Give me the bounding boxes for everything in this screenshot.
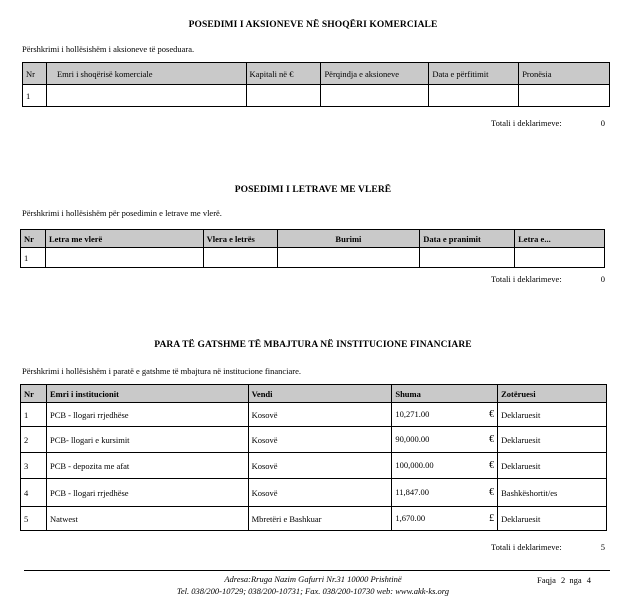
- cash-table-header: [21, 385, 607, 403]
- cell-company: [46, 85, 246, 107]
- cell-owner: Deklaruesit: [498, 507, 607, 531]
- cell-other: [515, 248, 605, 268]
- cell-amount: [392, 427, 498, 453]
- currency-symbol: £: [489, 513, 495, 524]
- cell-amount: [392, 453, 498, 479]
- page-number: [537, 575, 591, 585]
- cell-institution: PCB - depozita me afat: [46, 453, 248, 479]
- cell-source: [277, 248, 420, 268]
- shares-total: [491, 118, 605, 128]
- cell-country: Kosovë: [248, 403, 392, 427]
- table-row: [21, 403, 607, 427]
- cell-owner: Bashkëshortit/es: [498, 479, 607, 507]
- col-header: Kapitali në €: [246, 63, 321, 85]
- cell-institution: PCB - llogari rrjedhëse: [46, 403, 248, 427]
- cell-nr: 4: [21, 479, 47, 507]
- cell-amount: [392, 507, 498, 531]
- cash-total: [491, 542, 605, 552]
- securities-table: [20, 229, 605, 268]
- cell-institution: PCB - llogari rrjedhëse: [46, 479, 248, 507]
- col-header: Emri i institucionit: [46, 385, 248, 403]
- cell-capital: [246, 85, 321, 107]
- col-header: Pronësia: [519, 63, 610, 85]
- securities-total: [491, 274, 605, 284]
- col-header: Letra me vlerë: [45, 230, 203, 248]
- col-header: Shuma: [392, 385, 498, 403]
- cash-table: [20, 384, 607, 531]
- cell-country: Kosovë: [248, 479, 392, 507]
- currency-symbol: €: [489, 487, 495, 498]
- total-value: 0: [600, 118, 605, 128]
- securities-description: Përshkrimi i hollësishëm për posedimin e letrave me vlerë.: [22, 208, 222, 218]
- total-label: Totali i deklarimeve:: [491, 274, 562, 284]
- col-header: Vendi: [248, 385, 392, 403]
- table-row: [21, 248, 605, 268]
- cell-country: Kosovë: [248, 453, 392, 479]
- cell-amount: [392, 479, 498, 507]
- footer-contact: Tel. 038/200-10729; 038/200-10731; Fax. 038/200-10730 web: www.akk-ks.org: [176, 586, 450, 596]
- footer-address: Adresa:Rruga Nazim Gafurri Nr.31 10000 Prishtinë: [224, 574, 402, 584]
- cell-amount: [392, 403, 498, 427]
- cell-nr: 5: [21, 507, 47, 531]
- cell-institution: PCB- llogari e kursimit: [46, 427, 248, 453]
- page-label: Faqja: [537, 575, 556, 585]
- cell-owner: Deklaruesit: [498, 403, 607, 427]
- amount-value: 10,271.00: [395, 409, 430, 419]
- cell-owner: Deklaruesit: [498, 453, 607, 479]
- col-header: Emri i shoqërisë komerciale: [46, 63, 246, 85]
- table-row: [21, 453, 607, 479]
- table-row: [21, 507, 607, 531]
- table-row: [21, 479, 607, 507]
- cell-nr: 2: [21, 427, 47, 453]
- currency-symbol: €: [489, 434, 495, 445]
- col-header: Zotëruesi: [498, 385, 607, 403]
- securities-section-title: POSEDIMI I LETRAVE ME VLERË: [234, 185, 392, 195]
- cell-nr: 3: [21, 453, 47, 479]
- col-header: Nr: [23, 63, 47, 85]
- cell-nr: 1: [21, 248, 46, 268]
- total-value: 5: [600, 542, 605, 552]
- col-header: Nr: [21, 385, 47, 403]
- cash-section-title: PARA TË GATSHME TË MBAJTURA NË INSTITUCIONE FINANCIARE: [154, 340, 472, 350]
- amount-value: 1,670.00: [395, 513, 426, 523]
- cell-country: Mbretëri e Bashkuar: [248, 507, 392, 531]
- amount-value: 100,000.00: [395, 460, 434, 470]
- shares-table-header: [23, 63, 610, 85]
- cash-description: Përshkrimi i hollësishëm i paratë e gatshme të mbajtura në institucione financiare.: [22, 366, 301, 376]
- footer-divider: [24, 570, 610, 571]
- page-total: 4: [586, 575, 592, 585]
- table-row: [21, 427, 607, 453]
- page-current: 2: [561, 575, 566, 585]
- shares-table: [22, 62, 610, 107]
- cell-security: [45, 248, 203, 268]
- cell-owner: Deklaruesit: [498, 427, 607, 453]
- amount-value: 90,000.00: [395, 434, 430, 444]
- total-label: Totali i deklarimeve:: [491, 118, 562, 128]
- page-of: nga: [569, 575, 582, 585]
- currency-symbol: €: [489, 409, 495, 420]
- cell-institution: Natwest: [46, 507, 248, 531]
- shares-section-title: POSEDIMI I AKSIONEVE NË SHOQËRI KOMERCIALE: [188, 20, 438, 30]
- cell-percentage: [321, 85, 429, 107]
- cell-value: [203, 248, 277, 268]
- currency-symbol: €: [489, 460, 495, 471]
- col-header: Vlera e letrës: [203, 230, 277, 248]
- total-value: 0: [600, 274, 605, 284]
- cell-date: [420, 248, 515, 268]
- col-header: Data e pranimit: [420, 230, 515, 248]
- cell-nr: 1: [23, 85, 47, 107]
- securities-table-header: [21, 230, 605, 248]
- shares-description: Përshkrimi i hollësishëm i aksioneve të poseduara.: [22, 44, 195, 54]
- col-header: Burimi: [277, 230, 420, 248]
- cell-country: Kosovë: [248, 427, 392, 453]
- col-header: Letra e...: [515, 230, 605, 248]
- table-row: [23, 85, 610, 107]
- col-header: Nr: [21, 230, 46, 248]
- amount-value: 11,847.00: [395, 487, 430, 497]
- cell-nr: 1: [21, 403, 47, 427]
- col-header: Data e përfitimit: [429, 63, 519, 85]
- cell-date: [429, 85, 519, 107]
- col-header: Përqindja e aksioneve: [321, 63, 429, 85]
- cell-ownership: [519, 85, 610, 107]
- total-label: Totali i deklarimeve:: [491, 542, 562, 552]
